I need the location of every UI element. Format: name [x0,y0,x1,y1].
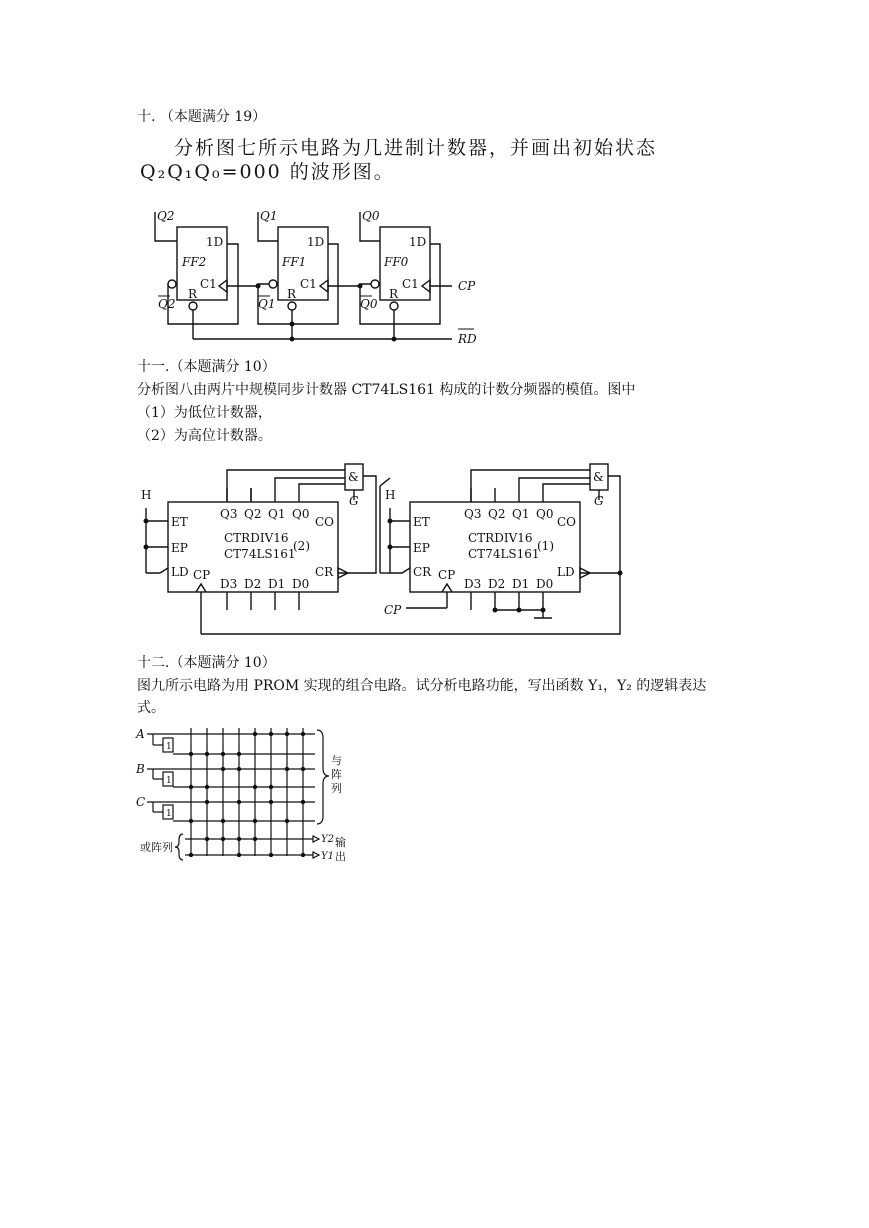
output-label-2: 出 [335,850,346,863]
chip1-q1: Q1 [512,507,530,521]
chip1-d2: D2 [488,577,506,591]
chip2-q2: Q2 [244,507,262,521]
chip1-co: CO [557,515,577,529]
h-label-2: H [141,488,152,502]
chip2-q1: Q1 [268,507,286,521]
ff2-q-label: Q2 [157,209,175,223]
ff2-qbar-label: Q2 [158,297,176,311]
chip2-model1: CTRDIV16 [224,531,289,545]
chip1-cr: CR [413,565,432,579]
ff1-q-label: Q1 [260,209,278,223]
chip2-ep: EP [171,541,188,555]
input-b-label: B [136,762,145,776]
ff1-qbar-label: Q1 [258,297,276,311]
q12-heading: 十二.（本题满分 10） [137,655,276,671]
q10-heading: 十. （本题满分 19） [137,109,267,125]
input-a-label: A [136,727,145,741]
chip1-index: (1) [537,539,554,553]
ff0-clock-label: C1 [402,277,419,291]
gate1-symbol: & [593,470,604,484]
chip2-model2: CT74LS161 [224,547,296,561]
chip2-et: ET [171,515,188,529]
q11-heading: 十一.（本题满分 10） [137,359,276,375]
chip2-d0: D0 [292,577,310,591]
ff2-name: FF2 [182,255,207,269]
ff0-reset-label: R [389,287,399,301]
inverter-b-label: 1 [166,776,172,786]
q10-prompt-line1: 分析图七所示电路为几进制计数器，并画出初始状态 [174,137,658,159]
ff0-q-label: Q0 [362,209,380,223]
input-c-label: C [136,795,146,809]
chip1-ep: EP [413,541,430,555]
q12-line2: 式。 [137,700,165,716]
chip2-ld: LD [171,565,189,579]
chip2-d2: D2 [244,577,262,591]
q11-line3: （2）为高位计数器。 [137,428,272,444]
and-array-label-3: 列 [331,782,342,795]
chip1-d0: D0 [536,577,554,591]
q10-prompt-line2: Q₂Q₁Q₀=000 的波形图。 [140,161,395,183]
ff0-qbar-label: Q0 [360,297,378,311]
counter-divider-diagram [138,458,628,638]
chip1-d3: D3 [464,577,482,591]
chip1-ld: LD [557,565,575,579]
ff2-reset-label: R [188,287,198,301]
flipflop-counter-diagram [140,200,500,350]
output-label-1: 输 [335,836,346,849]
rd-label: RD [458,332,477,346]
chip2-cr: CR [315,565,334,579]
ff2-d-label: 1D [206,235,224,249]
chip1-et: ET [413,515,430,529]
chip2-index: (2) [293,539,310,553]
cp-label: CP [458,279,476,293]
cp-input-label: CP [384,603,402,617]
gate2-symbol: & [348,470,359,484]
chip2-co: CO [315,515,335,529]
output-y2-label: Y2 [321,834,334,845]
chip1-model2: CT74LS161 [468,547,540,561]
chip2-q3: Q3 [220,507,238,521]
and-array-label-2: 阵 [331,768,342,781]
inverter-c-label: 1 [166,809,172,819]
output-y1-label: Y1 [321,851,334,862]
q11-line1: 分析图八由两片中规模同步计数器 CT74LS161 构成的计数分频器的模值。图中 [137,382,636,398]
chip2-d3: D3 [220,577,238,591]
chip1-q0: Q0 [536,507,554,521]
or-array-label: 或阵列 [140,841,173,854]
gate2-label: G [349,494,359,508]
chip1-q2: Q2 [488,507,506,521]
h-label-1: H [385,488,396,502]
ff0-d-label: 1D [409,235,427,249]
chip2-d1: D1 [268,577,286,591]
and-array-label-1: 与 [331,754,342,767]
gate1-label: G [594,494,604,508]
ff1-reset-label: R [287,287,297,301]
q12-line1: 图九所示电路为用 PROM 实现的组合电路。试分析电路功能，写出函数 Y₁，Y₂ 的逻辑表达 [137,678,707,694]
q11-line2: （1）为低位计数器， [137,405,272,421]
chip2-q0: Q0 [292,507,310,521]
ff1-d-label: 1D [307,235,325,249]
ff2-clock-label: C1 [200,277,217,291]
chip1-model1: CTRDIV16 [468,531,533,545]
chip1-q3: Q3 [464,507,482,521]
ff1-name: FF1 [282,255,307,269]
ff0-name: FF0 [384,255,409,269]
prom-diagram [135,724,345,869]
chip2-cp: CP [193,568,211,582]
chip1-d1: D1 [512,577,530,591]
inverter-a-label: 1 [166,742,172,752]
chip1-cp: CP [438,568,456,582]
ff1-clock-label: C1 [300,277,317,291]
